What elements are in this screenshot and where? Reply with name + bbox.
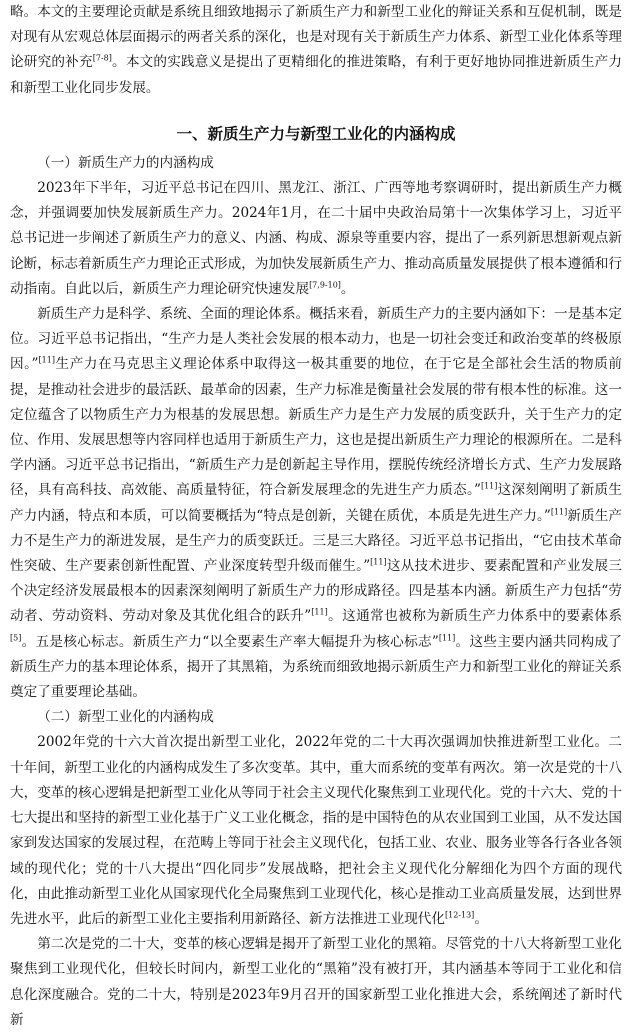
- sub1-p2-text-d: 新质生产力不是生产力的渐进发展，是生产力的质变跃迁。三是三大路径。习近平总书记指出，“它由技术革命性突破、生产要素创新性配置、产业深度转型升级而催生。”: [10, 507, 622, 575]
- sub1-p1-text-b: 。: [340, 280, 355, 297]
- subsection-heading-1: （一）新质生产力的内涵构成: [37, 154, 214, 171]
- sub1-p2-text-f: 。这通常也被称为新质生产力体系中的要素体系: [327, 608, 622, 625]
- sub1-p2-text-g: 。五是核心标志。新质生产力“以全要素生产率大幅提升为核心标志”: [21, 633, 439, 650]
- section-title: 一、新质生产力与新型工业化的内涵构成: [176, 124, 456, 143]
- intro-text-a: 略。本文的主要理论贡献是系统且细致地揭示了新质生产力和新型工业化的辩证关系和互促机制，既是对现有从宏观总体层面揭示的两者关系的深化，也是对现有关于新质生产力体系、新型工业化体系等理论研究的补充: [10, 4, 622, 71]
- citation-ref: [7-8]: [92, 53, 112, 63]
- paper-page: [10, 0, 622, 1033]
- sub2-p1-text-b: 。: [474, 910, 488, 927]
- sub1-p1-text-a: 2023年下半年，习近平总书记在四川、黑龙江、浙江、广西等地考察调研时，提出新质生产力概念，并强调要加快发展新质生产力。2024年1月，在二十届中央政治局第十一次集体学习上，习近平总书记进一步阐述了新质生产力的意义、内涵、构成、源泉等重要内容，提出了一系列新思想新观点新论断，标志着新质生产力理论正式形成，为加快发展新质生产力、推动高质量发展提供了根本遵循和行动指南。自此以后，新质生产力理论研究快速发展: [10, 180, 622, 297]
- sub1-p2-text-h: 。这些主要内涵共同构成了新质生产力的基本理论体系，揭开了其黑箱，为系统而细致地揭示新质生产力和新型工业化的辩证关系奠定了重要理论基础。: [10, 633, 622, 701]
- sub1-p2-text-a: 新质生产力是科学、系统、全面的理论体系。概括来看，新质生产力的主要内涵如下：一是基本定位。习近平总书记指出，“生产力是人类社会发展的根本动力，也是一切社会变迁和政治变革的终极原因。”: [10, 306, 622, 373]
- citation-ref: [11]: [438, 633, 456, 643]
- sub1-paragraph-2: [10, 302, 622, 705]
- subsection-heading-2: （二）新型工业化的内涵构成: [37, 709, 214, 726]
- citation-ref: [7,9-10]: [309, 280, 341, 290]
- intro-text-b: 。本文的实践意义是提出了更精细化的推进策略，有利于更好地协同推进新质生产力和新型工业化同步发展。: [10, 54, 623, 96]
- citation-ref: [5]: [10, 633, 22, 643]
- sub2-paragraph-2: 第二次是党的二十大，变革的核心逻辑是揭开了新型工业化的黑箱。尽管党的十八大将新型工业化聚焦到工业现代化，但较长时间内，新型工业化的“黑箱”没有被打开，其内涵基本等同于工业化和信息化深度融合。党的二十大，特别是2023年9月召开的国家新型工业化推进大会，系统阐述了新时代新: [10, 936, 622, 1028]
- sub1-paragraph-1: [10, 176, 622, 302]
- citation-ref: [11]: [38, 355, 55, 365]
- sub2-paragraph-1: [10, 730, 622, 932]
- sub2-p1-text-a: 2002年党的十六大首次提出新型工业化，2022年党的二十大再次强调加快推进新型工业化。二十年间，新型工业化的内涵构成发生了多次变革。其中，重大而系统的变革有两次。第一次是党的十八大，变革的核心逻辑是把新型工业化从等同于社会主义现代化聚焦到工业现代化。党的十六大、党的十七大提出和坚持的新型工业化基于广义工业化概念，指的是中国特色的从农业国到工业国，从不发达国家到发达国家的发展过程，在范畴上等同于社会主义现代化，包括工业、农业、服务业等各行各业各领域的现代化；党的十八大提出“四化同步”发展战略，把社会主义现代化分解细化为四个方面的现代化，由此推动新型工业化从国家现代化全局聚焦到工业现代化，核心是推动工业高质量发展，达到世界先进水平，此后的新型工业化主要指利用新路径、新方法推进工业现代化: [10, 734, 622, 927]
- citation-ref: [11]: [370, 557, 387, 567]
- citation-ref: [11]: [480, 481, 498, 491]
- citation-ref: [11]: [311, 607, 328, 617]
- sub1-p2-text-e: 这从技术进步、要素配置和产业发展三个决定经济发展最根本的因素深刻阐明了新质生产力的形成路径。四是基本内涵。新质生产力包括“劳动者、劳动资料、劳动对象及其优化组合的跃升”: [10, 558, 622, 625]
- sub1-p2-text-b: 生产力在马克思主义理论体系中取得这一极其重要的地位，在于它是全部社会生活的物质前提，是推动社会进步的最活跃、最革命的因素，生产力标准是衡量社会发展的带有根本性的标准。这一定位蕴含了以物质生产力为根基的发展思想。新质生产力是生产力发展的质变跃升，关于生产力的定位、作用、发展思想等内容同样也适用于新质生产力，这也是提出新质生产力理论的根源所在。二是科学内涵。习近平总书记指出，“新质生产力是创新起主导作用，摆脱传统经济增长方式、生产力发展路径，具有高科技、高效能、高质量特征，符合新发展理念的先进生产力质态。”: [10, 356, 623, 499]
- citation-ref: [12-13]: [445, 910, 475, 920]
- sub1-p2-text-c: 这深刻阐明了新质生产力内涵，特点和本质，可以简要概括为“特点是创新，关键在质优，本质是先进生产力。”: [10, 482, 622, 524]
- citation-ref: [11]: [550, 507, 568, 517]
- intro-paragraph: [10, 0, 622, 101]
